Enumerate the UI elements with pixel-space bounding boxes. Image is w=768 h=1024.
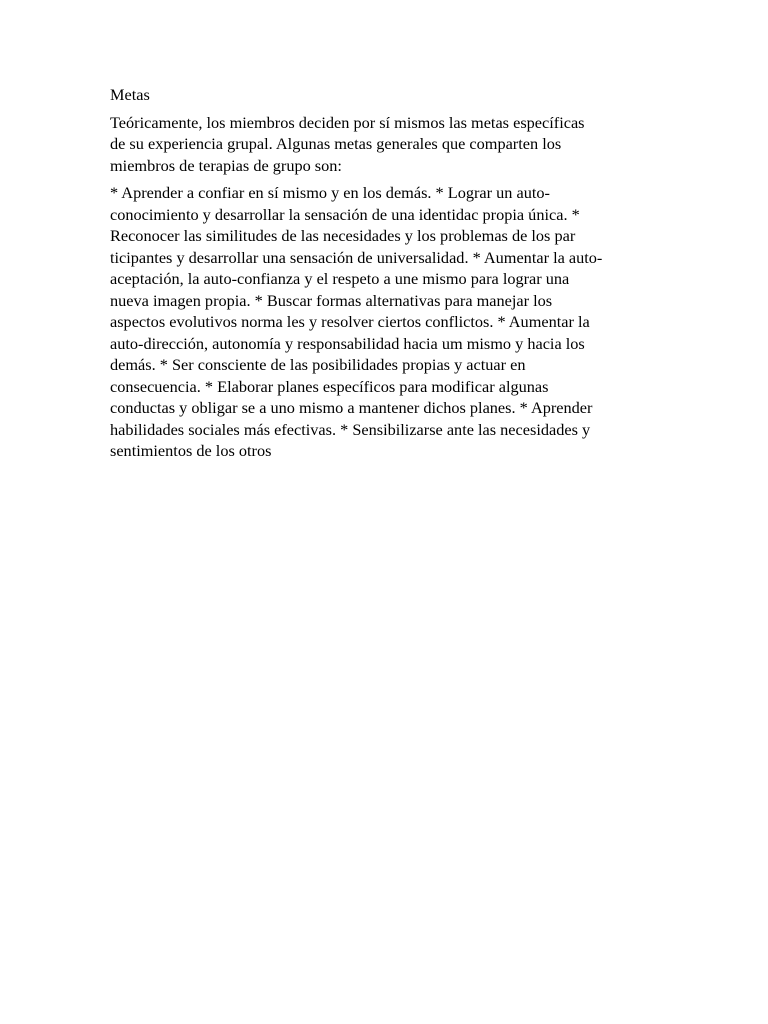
goals-paragraph [110, 182, 662, 462]
heading-text: Metas [110, 85, 150, 104]
paragraph-line: Reconocer las similitudes de las necesidades y los problemas de los par [110, 226, 576, 245]
document-body [110, 84, 662, 468]
paragraph-line: de su experiencia grupal. Algunas metas generales que comparten los [110, 134, 562, 153]
paragraph-line: habilidades sociales más efectivas. * Sensibilizarse ante las necesidades y [110, 419, 591, 439]
paragraph-line: consecuencia. * Elaborar planes específicos para modificar algunas [110, 376, 549, 396]
intro-paragraph [110, 112, 662, 177]
paragraph-line: auto-dirección, autonomía y responsabilidad hacia um mismo y hacia los [110, 333, 585, 353]
paragraph-line: conocimiento y desarrollar la sensación de una identidac propia única. * [110, 204, 580, 224]
section-heading [110, 84, 662, 106]
paragraph-line: sentimientos de los otros [110, 441, 272, 460]
paragraph-line: * Aprender a confiar en sí mismo y en los demás. * Lograr un auto- [110, 183, 550, 202]
paragraph-line: aceptación, la auto-confianza y el respeto a une mismo para lograr una [110, 269, 570, 288]
paragraph-line: Teóricamente, los miembros deciden por sí mismos las metas específicas [110, 112, 585, 132]
paragraph-line: demás. * Ser consciente de las posibilidades propias y actuar en [110, 355, 526, 374]
paragraph-line: aspectos evolutivos norma les y resolver ciertos conflictos. * Aumentar la [110, 312, 590, 331]
paragraph-line: miembros de terapias de grupo son: [110, 155, 342, 175]
paragraph-line: ticipantes y desarrollar una sensación de universalidad. * Aumentar la auto- [110, 247, 603, 267]
paragraph-line: conductas y obligar se a uno mismo a mantener dichos planes. * Aprender [110, 398, 593, 417]
paragraph-line: nueva imagen propia. * Buscar formas alternativas para manejar los [110, 290, 553, 310]
